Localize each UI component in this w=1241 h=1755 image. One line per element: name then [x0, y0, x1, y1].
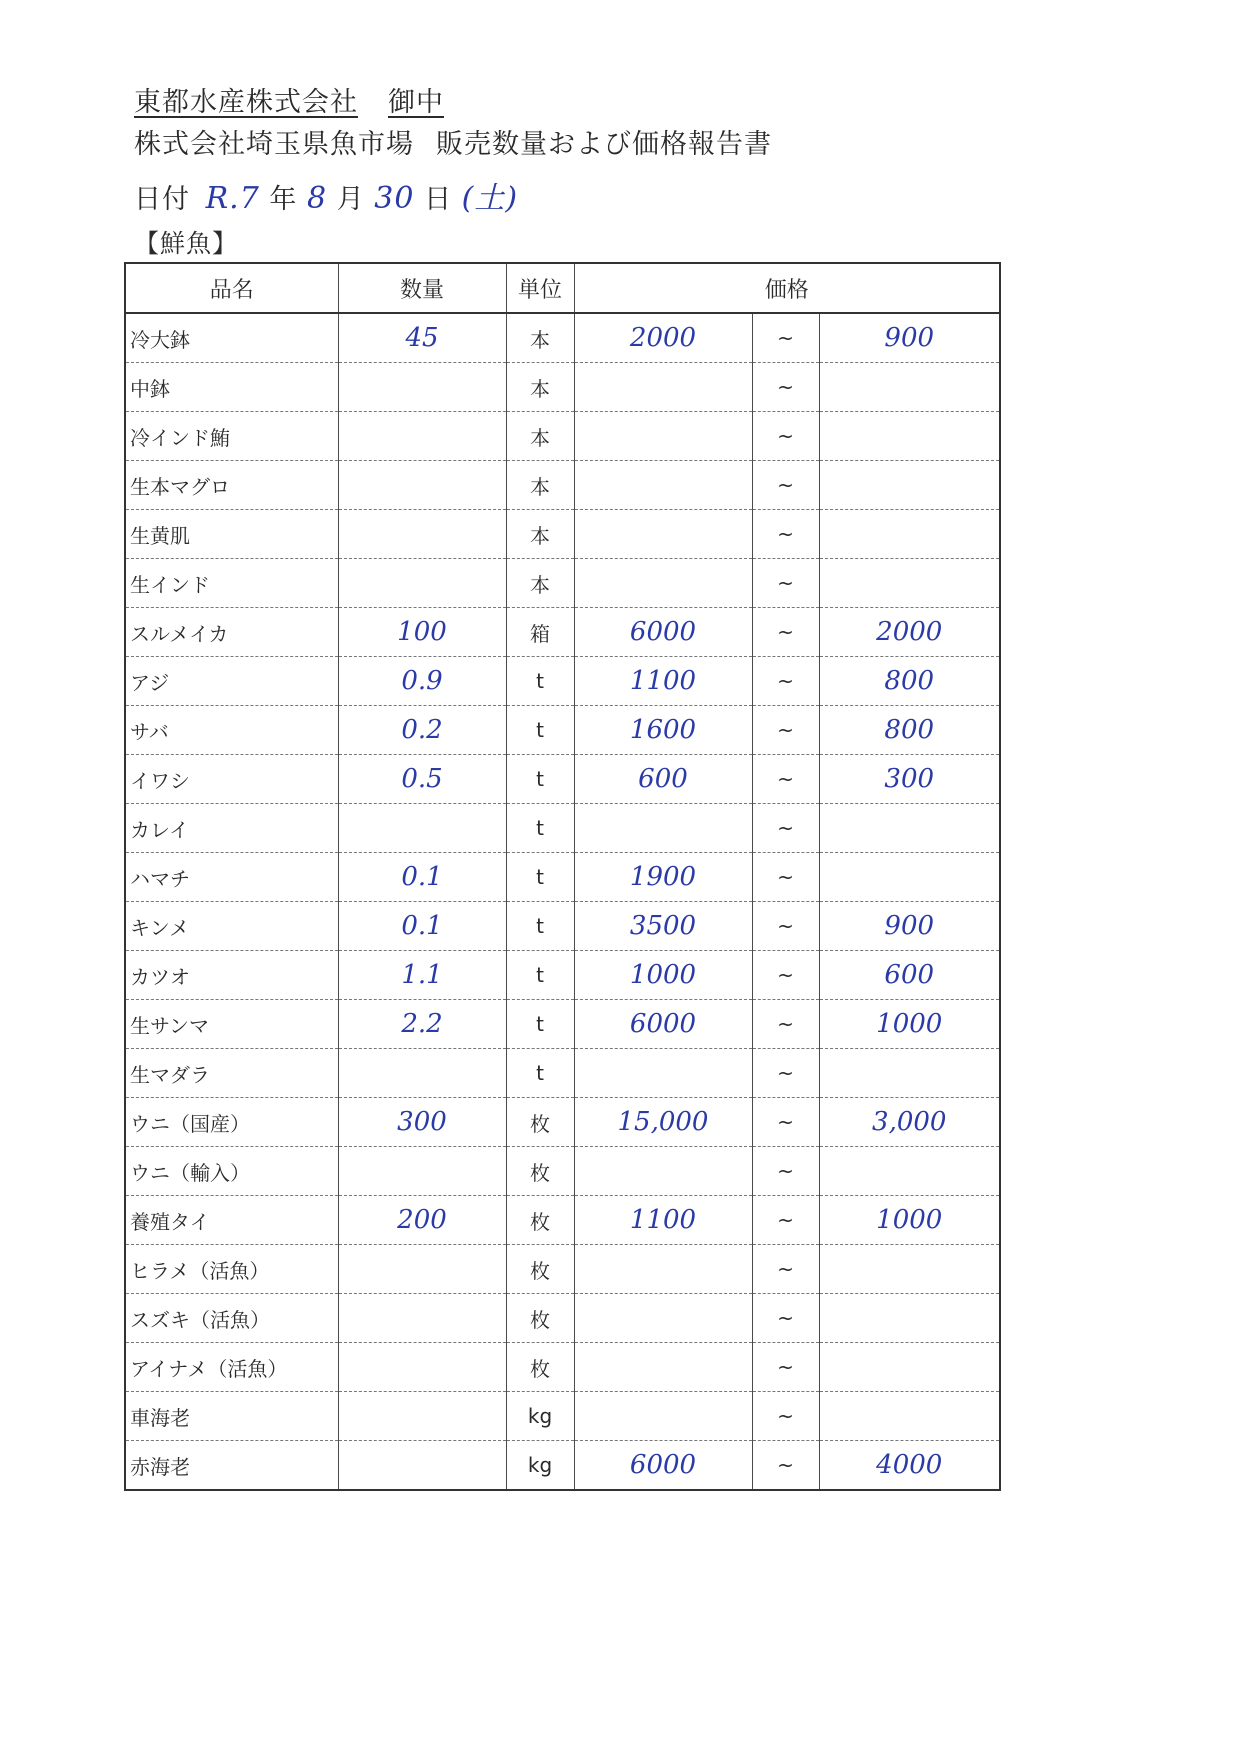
header-price: 価格 [574, 263, 1000, 313]
price-range-tilde: ~ [752, 559, 819, 608]
unit-cell: 枚 [506, 1343, 574, 1392]
quantity-cell [338, 1098, 506, 1147]
price-low-cell [574, 1294, 752, 1343]
price-low-value: 3500 [629, 911, 697, 941]
reporting-company: 株式会社埼玉県魚市場 [134, 129, 414, 160]
quantity-value: 300 [397, 1107, 447, 1137]
price-low-cell [574, 1049, 752, 1098]
quantity-cell [338, 363, 506, 412]
price-high-cell [819, 1098, 1000, 1147]
quantity-cell [338, 608, 506, 657]
unit-cell: t [506, 1049, 574, 1098]
price-high-cell [819, 1294, 1000, 1343]
report-title [134, 122, 772, 161]
table-row [125, 804, 1000, 853]
day-label: 日 [424, 184, 453, 215]
item-name-cell: アイナメ（活魚） [125, 1343, 338, 1392]
section-label: 【鮮魚】 [134, 229, 239, 258]
unit-cell: 本 [506, 412, 574, 461]
price-low-cell [574, 1392, 752, 1441]
item-name-cell: イワシ [125, 755, 338, 804]
item-name-cell: 生サンマ [125, 1000, 338, 1049]
price-range-tilde: ~ [752, 313, 819, 363]
quantity-cell [338, 1441, 506, 1491]
quantity-value: 0.5 [401, 764, 443, 794]
unit-cell: kg [506, 1441, 574, 1491]
report-name: 販売数量および価格報告書 [436, 129, 772, 160]
item-name-cell: 養殖タイ [125, 1196, 338, 1245]
table-row [125, 657, 1000, 706]
item-name-cell: 冷インド鮪 [125, 412, 338, 461]
price-high-cell [819, 461, 1000, 510]
price-range-tilde: ~ [752, 1294, 819, 1343]
quantity-cell [338, 657, 506, 706]
price-high-cell [819, 559, 1000, 608]
unit-cell: t [506, 853, 574, 902]
quantity-value: 100 [397, 617, 447, 647]
item-name-cell: ハマチ [125, 853, 338, 902]
price-range-tilde: ~ [752, 1245, 819, 1294]
item-name-cell: 生インド [125, 559, 338, 608]
table-row [125, 363, 1000, 412]
price-high-value: 800 [884, 715, 935, 745]
item-name-cell: ウニ（国産） [125, 1098, 338, 1147]
quantity-value: 0.2 [401, 715, 443, 745]
item-name-cell: 赤海老 [125, 1441, 338, 1491]
quantity-value: 0.9 [401, 666, 443, 696]
price-low-cell [574, 1343, 752, 1392]
table-row [125, 461, 1000, 510]
price-low-cell [574, 804, 752, 853]
item-name-cell: スルメイカ [125, 608, 338, 657]
table-row [125, 1392, 1000, 1441]
price-range-tilde: ~ [752, 363, 819, 412]
price-high-cell [819, 657, 1000, 706]
table-row [125, 1196, 1000, 1245]
table-row [125, 853, 1000, 902]
price-range-tilde: ~ [752, 951, 819, 1000]
quantity-value: 200 [397, 1205, 447, 1235]
table-row [125, 706, 1000, 755]
date-line [134, 173, 518, 217]
unit-cell: 箱 [506, 608, 574, 657]
price-high-cell [819, 412, 1000, 461]
price-low-cell [574, 608, 752, 657]
table-row [125, 755, 1000, 804]
item-name-cell: 中鉢 [125, 363, 338, 412]
unit-cell: t [506, 902, 574, 951]
year-label: 年 [269, 184, 298, 215]
price-low-cell [574, 657, 752, 706]
price-low-cell [574, 1147, 752, 1196]
price-range-tilde: ~ [752, 1196, 819, 1245]
quantity-cell [338, 1294, 506, 1343]
item-name-cell: ウニ（輸入） [125, 1147, 338, 1196]
quantity-cell [338, 1245, 506, 1294]
price-low-cell [574, 951, 752, 1000]
price-high-cell [819, 1441, 1000, 1491]
price-high-value: 800 [884, 666, 935, 696]
price-low-value: 1000 [629, 960, 697, 990]
price-high-cell [819, 1392, 1000, 1441]
price-low-value: 1100 [629, 666, 697, 696]
price-low-cell [574, 902, 752, 951]
price-low-value: 6000 [629, 1450, 697, 1480]
date-era-year: R.7 [205, 181, 260, 216]
price-high-cell [819, 951, 1000, 1000]
table-body [125, 313, 1000, 1490]
table-row [125, 1049, 1000, 1098]
price-range-tilde: ~ [752, 1441, 819, 1491]
item-name-cell: カツオ [125, 951, 338, 1000]
price-high-cell [819, 902, 1000, 951]
price-range-tilde: ~ [752, 755, 819, 804]
item-name-cell: キンメ [125, 902, 338, 951]
quantity-cell [338, 510, 506, 559]
quantity-cell [338, 1000, 506, 1049]
table-row [125, 559, 1000, 608]
price-high-cell [819, 1147, 1000, 1196]
date-month: 8 [307, 181, 328, 216]
price-low-cell [574, 1098, 752, 1147]
price-low-value: 6000 [629, 1009, 697, 1039]
unit-cell: t [506, 657, 574, 706]
price-range-tilde: ~ [752, 902, 819, 951]
price-low-cell [574, 706, 752, 755]
price-high-value: 600 [884, 960, 935, 990]
quantity-value: 45 [405, 323, 439, 353]
quantity-cell [338, 412, 506, 461]
quantity-cell [338, 951, 506, 1000]
price-range-tilde: ~ [752, 1343, 819, 1392]
price-low-value: 1100 [629, 1205, 697, 1235]
date-weekday: (土) [461, 181, 519, 216]
unit-cell: 本 [506, 510, 574, 559]
item-name-cell: カレイ [125, 804, 338, 853]
item-name-cell: 冷大鉢 [125, 313, 338, 363]
price-high-cell [819, 706, 1000, 755]
unit-cell: t [506, 1000, 574, 1049]
price-range-tilde: ~ [752, 1147, 819, 1196]
price-range-tilde: ~ [752, 1098, 819, 1147]
quantity-value: 1.1 [401, 960, 443, 990]
date-day: 30 [374, 181, 415, 216]
price-high-value: 4000 [876, 1450, 943, 1480]
table-row [125, 1098, 1000, 1147]
table-row [125, 951, 1000, 1000]
price-range-tilde: ~ [752, 706, 819, 755]
header-quantity: 数量 [338, 263, 506, 313]
price-low-cell [574, 1000, 752, 1049]
price-low-cell [574, 363, 752, 412]
price-low-cell [574, 853, 752, 902]
price-high-cell [819, 1343, 1000, 1392]
table-row [125, 1147, 1000, 1196]
price-low-cell [574, 559, 752, 608]
quantity-value: 0.1 [401, 862, 443, 892]
header-item-name: 品名 [125, 263, 338, 313]
price-low-value: 600 [638, 764, 688, 794]
price-high-value: 1000 [876, 1205, 943, 1235]
price-high-cell [819, 510, 1000, 559]
price-low-cell [574, 412, 752, 461]
table-row [125, 1343, 1000, 1392]
price-range-tilde: ~ [752, 412, 819, 461]
price-high-value: 900 [884, 911, 935, 941]
unit-cell: 枚 [506, 1196, 574, 1245]
unit-cell: 枚 [506, 1294, 574, 1343]
price-high-cell [819, 1196, 1000, 1245]
table-row [125, 313, 1000, 363]
price-range-tilde: ~ [752, 853, 819, 902]
quantity-value: 0.1 [401, 911, 443, 941]
price-range-tilde: ~ [752, 461, 819, 510]
price-high-cell [819, 853, 1000, 902]
unit-cell: 本 [506, 313, 574, 363]
price-low-value: 1600 [629, 715, 697, 745]
quantity-cell [338, 755, 506, 804]
price-low-cell [574, 461, 752, 510]
price-high-value: 2000 [876, 617, 943, 647]
price-low-cell [574, 1196, 752, 1245]
item-name-cell: サバ [125, 706, 338, 755]
price-high-cell [819, 755, 1000, 804]
table-row [125, 902, 1000, 951]
price-low-value: 2000 [629, 323, 697, 353]
unit-cell: t [506, 706, 574, 755]
header-unit: 単位 [506, 263, 574, 313]
price-range-tilde: ~ [752, 510, 819, 559]
item-name-cell: 車海老 [125, 1392, 338, 1441]
price-low-cell [574, 1441, 752, 1491]
price-high-value: 1000 [876, 1009, 943, 1039]
table-header-row [125, 263, 1000, 313]
quantity-cell [338, 804, 506, 853]
table-row [125, 1441, 1000, 1491]
price-high-value: 3,000 [872, 1107, 947, 1137]
table-row [125, 1000, 1000, 1049]
unit-cell: t [506, 755, 574, 804]
honorific: 御中 [388, 87, 444, 118]
item-name-cell: スズキ（活魚） [125, 1294, 338, 1343]
price-low-value: 6000 [629, 617, 697, 647]
quantity-cell [338, 1343, 506, 1392]
unit-cell: 枚 [506, 1098, 574, 1147]
unit-cell: kg [506, 1392, 574, 1441]
item-name-cell: 生本マグロ [125, 461, 338, 510]
addressee-line [134, 80, 444, 119]
unit-cell: 本 [506, 363, 574, 412]
date-label: 日付 [134, 184, 190, 215]
quantity-cell [338, 559, 506, 608]
quantity-cell [338, 1392, 506, 1441]
item-name-cell: ヒラメ（活魚） [125, 1245, 338, 1294]
price-low-value: 15,000 [617, 1107, 709, 1137]
addressee-company: 東都水産株式会社 [134, 87, 358, 118]
unit-cell: 枚 [506, 1147, 574, 1196]
price-high-cell [819, 363, 1000, 412]
quantity-cell [338, 853, 506, 902]
price-high-value: 900 [884, 323, 935, 353]
price-low-value: 1900 [629, 862, 697, 892]
unit-cell: t [506, 951, 574, 1000]
price-report-table [124, 262, 1001, 1491]
quantity-cell [338, 1147, 506, 1196]
table-row [125, 1294, 1000, 1343]
price-high-cell [819, 1245, 1000, 1294]
quantity-cell [338, 1049, 506, 1098]
unit-cell: 本 [506, 461, 574, 510]
unit-cell: 本 [506, 559, 574, 608]
price-range-tilde: ~ [752, 1000, 819, 1049]
month-label: 月 [336, 184, 365, 215]
price-high-value: 300 [884, 764, 935, 794]
item-name-cell: 生マダラ [125, 1049, 338, 1098]
price-low-cell [574, 1245, 752, 1294]
item-name-cell: 生黄肌 [125, 510, 338, 559]
quantity-cell [338, 706, 506, 755]
unit-cell: t [506, 804, 574, 853]
price-range-tilde: ~ [752, 1049, 819, 1098]
price-high-cell [819, 313, 1000, 363]
price-range-tilde: ~ [752, 804, 819, 853]
price-low-cell [574, 510, 752, 559]
quantity-cell [338, 461, 506, 510]
price-range-tilde: ~ [752, 657, 819, 706]
price-low-cell [574, 313, 752, 363]
table-row [125, 510, 1000, 559]
quantity-cell [338, 313, 506, 363]
unit-cell: 枚 [506, 1245, 574, 1294]
price-high-cell [819, 1000, 1000, 1049]
quantity-value: 2.2 [401, 1009, 443, 1039]
item-name-cell: アジ [125, 657, 338, 706]
price-high-cell [819, 608, 1000, 657]
price-range-tilde: ~ [752, 608, 819, 657]
table-row [125, 608, 1000, 657]
quantity-cell [338, 902, 506, 951]
price-high-cell [819, 804, 1000, 853]
price-low-cell [574, 755, 752, 804]
price-range-tilde: ~ [752, 1392, 819, 1441]
table-row [125, 412, 1000, 461]
quantity-cell [338, 1196, 506, 1245]
table-row [125, 1245, 1000, 1294]
price-high-cell [819, 1049, 1000, 1098]
